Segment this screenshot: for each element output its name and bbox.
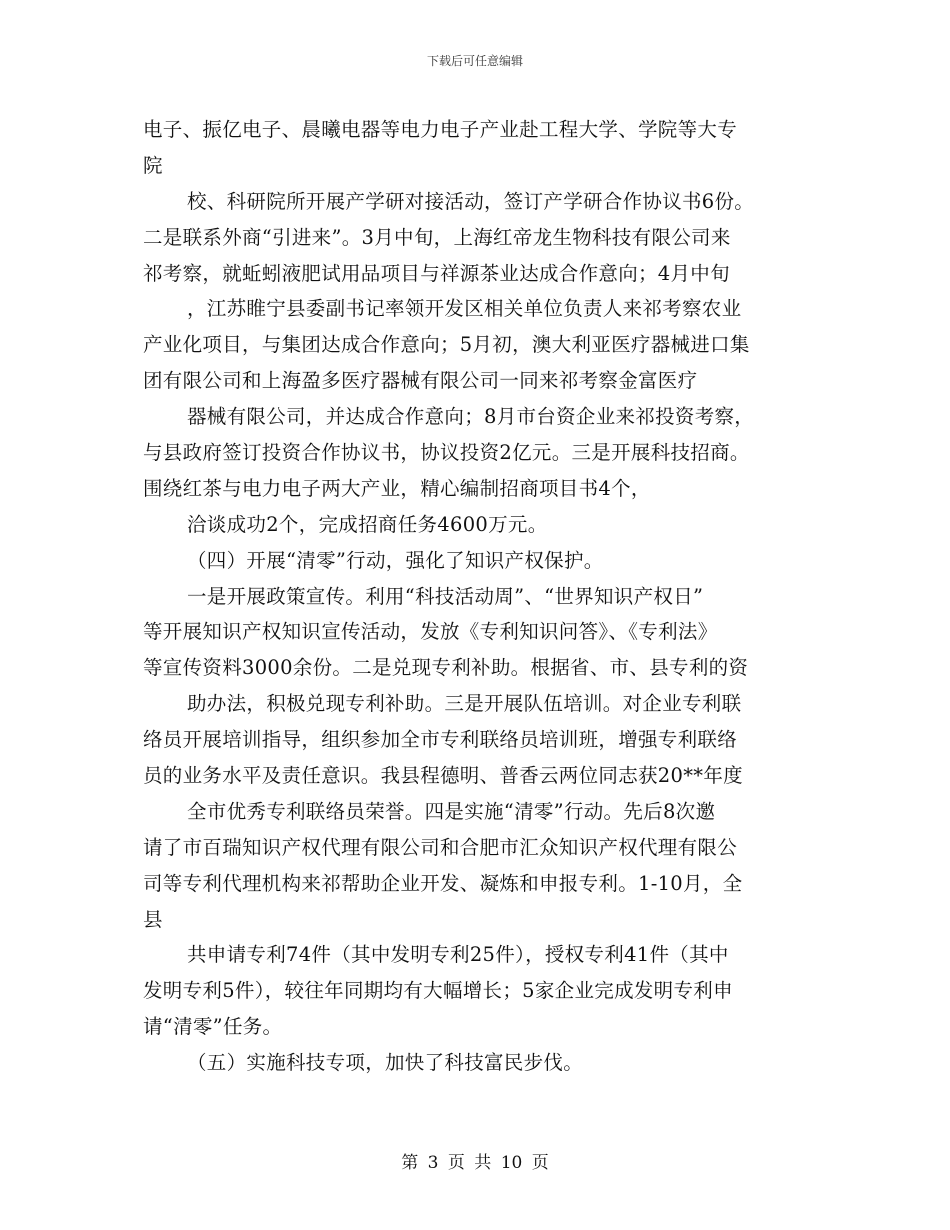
text-line: 司等专利代理机构来祁帮助企业开发、凝炼和申报专利。1-10月，全	[143, 871, 743, 895]
text-line: 器械有限公司，并达成合作意向；8月市台资企业来祁投资考察，	[187, 405, 755, 429]
page-footer: 第 3 页 共 10 页	[401, 1153, 549, 1173]
text-line: 请了市百瑞知识产权代理有限公司和合肥市汇众知识产权代理有限公	[143, 835, 738, 859]
text-line: 院	[143, 153, 163, 177]
text-line: （五）实施科技专项，加快了科技富民步伐。	[187, 1051, 584, 1075]
text-line: 共申请专利74件（其中发明专利25件），授权专利41件（其中	[187, 943, 729, 967]
document-body	[143, 112, 808, 1081]
text-line: 电子、振亿电子、晨曦电器等电力电子产业赴工程大学、学院等大专	[143, 118, 738, 141]
text-line: 与县政府签订投资合作协议书，协议投资2亿元。三是开展科技招商。	[143, 441, 750, 465]
text-line: 助办法，积极兑现专利补助。三是开展队伍培训。对企业专利联	[187, 692, 742, 716]
text-line: （四）开展“清零”行动，强化了知识产权保护。	[187, 548, 604, 572]
text-line: 团有限公司和上海盈多医疗器械有限公司一同来祁考察金富医疗	[143, 369, 698, 393]
text-line: 请“清零”任务。	[143, 1015, 283, 1039]
text-line: 发明专利5件），较往年同期均有大幅增长；5家企业完成发明专利申	[143, 979, 733, 1003]
text-line: 全市优秀专利联络员荣誉。四是实施“清零”行动。先后8次邀	[187, 799, 716, 823]
text-line: 络员开展培训指导，组织参加全市专利联络员培训班，增强专利联络	[143, 728, 738, 752]
page-header: 下载后可任意编辑	[426, 54, 523, 68]
text-line: 一是开展政策宣传。利用“科技活动周”、“世界知识产权日”	[187, 584, 704, 608]
text-line: 员的业务水平及责任意识。我县程德明、普香云两位同志获20**年度	[143, 764, 743, 788]
text-line: 二是联系外商“引进来”。3月中旬，上海红帝龙生物科技有限公司来	[143, 225, 731, 249]
text-line: 产业化项目，与集团达成合作意向；5月初，澳大利亚医疗器械进口集	[143, 333, 750, 357]
text-line: 洽谈成功2个，完成招商任务4600万元。	[187, 512, 548, 536]
text-line: 校、科研院所开展产学研对接活动，签订产学研合作协议书6份。	[187, 189, 755, 213]
text-line: 祁考察，就蚯蚓液肥试用品项目与祥源茶业达成合作意向；4月中旬	[143, 261, 730, 285]
text-line: ，江苏睢宁县委副书记率领开发区相关单位负责人来祁考察农业	[187, 297, 742, 321]
text-line: 等开展知识产权知识宣传活动，发放《专利知识问答》、《专利法》	[143, 620, 718, 644]
text-line: 围绕红茶与电力电子两大产业，精心编制招商项目书4个，	[143, 476, 651, 500]
text-line: 等宣传资料3000余份。二是兑现专利补助。根据省、市、县专利的资	[143, 656, 749, 680]
text-line: 县	[143, 907, 163, 931]
